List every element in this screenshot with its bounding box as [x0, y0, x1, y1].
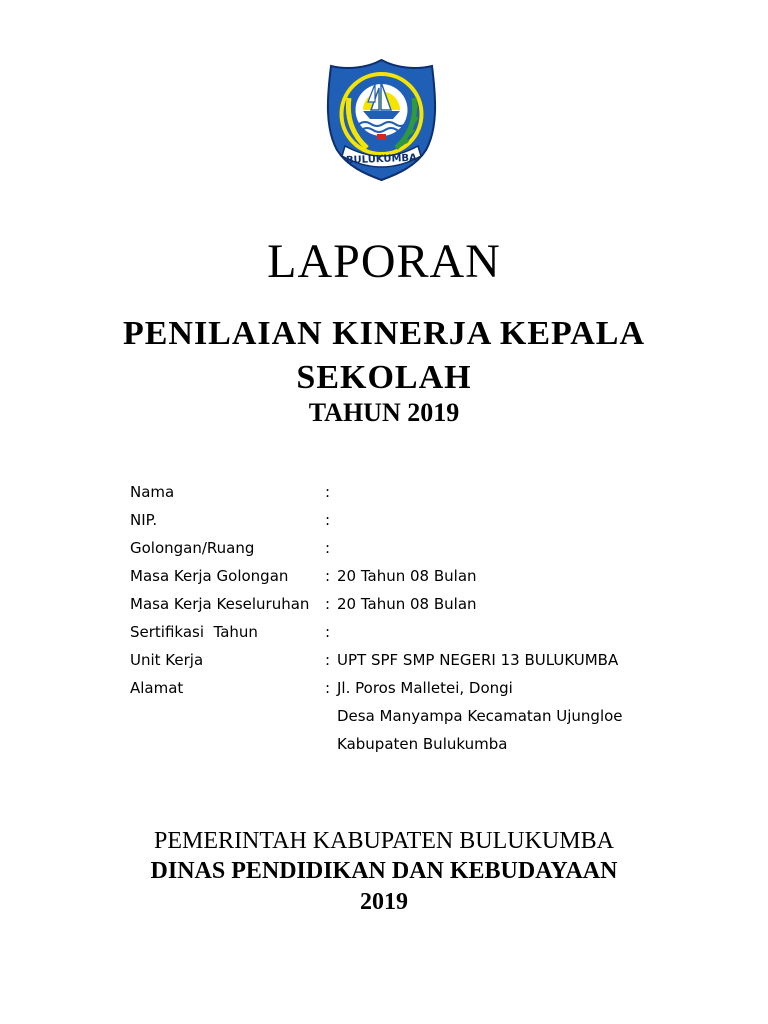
issuer-year: 2019: [360, 889, 408, 915]
field-colon: :: [325, 567, 331, 585]
issuer-block: [0, 826, 768, 918]
field-value: UPT SPF SMP NEGERI 13 BULUKUMBA: [337, 651, 619, 669]
field-value: 20 Tahun 08 Bulan: [337, 595, 477, 613]
report-title: LAPORAN: [267, 235, 501, 288]
field-masa-kerja-keseluruhan: [130, 590, 730, 618]
field-unit-kerja: [130, 646, 730, 674]
field-label: Golongan/Ruang: [130, 539, 255, 557]
field-colon: :: [325, 511, 331, 529]
field-alamat: [130, 674, 730, 702]
bulukumba-emblem-icon: [323, 58, 440, 182]
field-masa-kerja-golongan: [130, 562, 730, 590]
field-value: Jl. Poros Malletei, Dongi: [337, 679, 513, 697]
field-colon: :: [325, 651, 331, 669]
field-colon: :: [325, 539, 331, 557]
field-label: Unit Kerja: [130, 651, 204, 669]
field-label: Sertifikasi Tahun: [130, 623, 258, 641]
field-label: Nama: [130, 483, 175, 501]
issuer-department: DINAS PENDIDIKAN DAN KEBUDAYAAN: [150, 858, 618, 884]
field-label: NIP.: [130, 511, 158, 529]
field-label: Masa Kerja Golongan: [130, 567, 289, 585]
field-colon: :: [325, 483, 331, 501]
field-sertifikasi-tahun: [130, 618, 730, 646]
address-line: [130, 702, 730, 730]
address-line: [130, 730, 730, 758]
field-golongan-ruang: [130, 534, 730, 562]
address-line-text: Desa Manyampa Kecamatan Ujungloe: [337, 707, 623, 725]
report-subtitle: PENILAIAN KINERJA KEPALA SEKOLAH: [122, 315, 646, 396]
report-year: TAHUN 2019: [308, 398, 460, 427]
field-colon: :: [325, 595, 331, 613]
issuer-government: PEMERINTAH KABUPATEN BULUKUMBA: [154, 828, 614, 854]
field-colon: :: [325, 623, 331, 641]
field-label: Alamat: [130, 679, 184, 697]
field-nip: [130, 506, 730, 534]
field-colon: :: [325, 679, 331, 697]
emblem-banner-text: BULUKUMBA: [345, 152, 418, 167]
field-nama: [130, 478, 730, 506]
identity-fields: [130, 478, 730, 758]
address-line-text: Kabupaten Bulukumba: [337, 735, 508, 753]
field-value: 20 Tahun 08 Bulan: [337, 567, 477, 585]
field-label: Masa Kerja Keseluruhan: [130, 595, 310, 613]
